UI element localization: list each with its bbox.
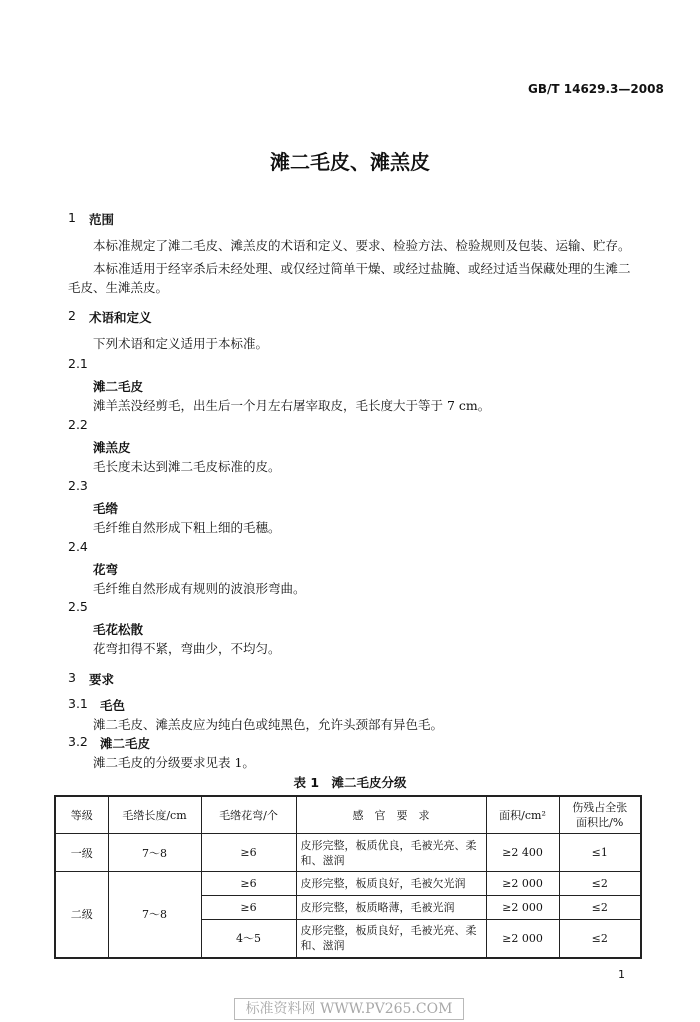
header-damage <box>559 796 641 834</box>
section-2-intro: 下列术语和定义适用于本标准。 <box>93 336 269 351</box>
section-3-1-number: 3.1 <box>68 696 88 711</box>
cell-damage: ≤2 <box>559 872 641 896</box>
cell-area: ≥2 000 <box>486 896 559 920</box>
cell-curl: ≥6 <box>201 896 296 920</box>
term-2-2-name: 滩羔皮 <box>93 440 131 455</box>
header-curl: 毛绺花弯/个 <box>201 796 296 834</box>
section-3-1-heading: 毛色 <box>100 698 126 713</box>
section-3-heading: 要求 <box>89 672 115 687</box>
cell-sense: 皮形完整，板质略薄，毛被光润 <box>296 896 486 920</box>
term-2-1-definition: 滩羊羔没经剪毛，出生后一个月左右屠宰取皮，毛长度大于等于 7 cm。 <box>93 398 491 413</box>
term-2-5-name: 毛花松散 <box>93 622 144 637</box>
cell-area: ≥2 000 <box>486 872 559 896</box>
section-3-1-text: 滩二毛皮、滩羔皮应为纯白色或纯黑色，允许头颈部有异色毛。 <box>93 717 444 732</box>
watermark: 标准资料网 WWW.PV265.COM <box>234 998 464 1020</box>
standard-number: GB/T 14629.3—2008 <box>528 82 664 96</box>
header-sense: 感 官 要 求 <box>296 796 486 834</box>
section-1-para-2-line-1: 本标准适用于经宰杀后未经处理、或仅经过简单干燥、或经过盐腌、或经过适当保藏处理的生滩二 <box>93 261 631 276</box>
term-2-3-number: 2.3 <box>68 478 88 493</box>
table-row <box>55 834 641 872</box>
section-1-para-1: 本标准规定了滩二毛皮、滩羔皮的术语和定义、要求、检验方法、检验规则及包装、运输、贮存。 <box>93 238 631 253</box>
header-area: 面积/cm² <box>486 796 559 834</box>
term-2-2-definition: 毛长度未达到滩二毛皮标准的皮。 <box>93 459 281 474</box>
cell-damage: ≤2 <box>559 920 641 958</box>
term-2-3-definition: 毛纤维自然形成下粗上细的毛穗。 <box>93 520 281 535</box>
header-grade: 等级 <box>55 796 108 834</box>
header-damage-line-2: 面积比/% <box>576 816 624 829</box>
cell-sense: 皮形完整，板质优良，毛被光亮、柔和、滋润 <box>296 834 486 872</box>
cell-area: ≥2 400 <box>486 834 559 872</box>
cell-damage: ≤2 <box>559 896 641 920</box>
section-1-heading: 范围 <box>89 212 115 227</box>
term-2-4-definition: 毛纤维自然形成有规则的波浪形弯曲。 <box>93 581 306 596</box>
table-caption: 表 1 滩二毛皮分级 <box>293 775 407 790</box>
table-header-row <box>55 796 641 834</box>
cell-curl: ≥6 <box>201 834 296 872</box>
grading-table <box>54 795 642 959</box>
term-2-5-definition: 花弯扣得不紧，弯曲少，不均匀。 <box>93 641 281 656</box>
term-2-3-name: 毛绺 <box>93 501 119 516</box>
section-3-2-number: 3.2 <box>68 734 88 749</box>
cell-sense: 皮形完整，板质良好，毛被欠光润 <box>296 872 486 896</box>
header-damage-line-1: 伤残占全张 <box>572 801 628 814</box>
term-2-1-name: 滩二毛皮 <box>93 379 144 394</box>
cell-area: ≥2 000 <box>486 920 559 958</box>
section-3-2-text: 滩二毛皮的分级要求见表 1。 <box>93 755 255 770</box>
table-row <box>55 872 641 896</box>
cell-length: 7～8 <box>108 834 201 872</box>
section-2-heading: 术语和定义 <box>89 310 152 325</box>
term-2-4-name: 花弯 <box>93 562 119 577</box>
term-2-1-number: 2.1 <box>68 356 88 371</box>
section-2-number: 2 <box>68 308 76 323</box>
cell-grade: 二级 <box>55 872 108 958</box>
section-1-number: 1 <box>68 210 76 225</box>
page-number: 1 <box>618 968 625 981</box>
term-2-5-number: 2.5 <box>68 599 88 614</box>
term-2-2-number: 2.2 <box>68 417 88 432</box>
cell-curl: 4～5 <box>201 920 296 958</box>
section-1-para-2-line-2: 毛皮、生滩羔皮。 <box>68 280 169 295</box>
cell-damage: ≤1 <box>559 834 641 872</box>
header-length: 毛绺长度/cm <box>108 796 201 834</box>
cell-curl: ≥6 <box>201 872 296 896</box>
cell-length: 7～8 <box>108 872 201 958</box>
section-3-number: 3 <box>68 670 76 685</box>
term-2-4-number: 2.4 <box>68 539 88 554</box>
document-title: 滩二毛皮、滩羔皮 <box>270 150 430 174</box>
cell-sense: 皮形完整，板质良好，毛被光亮、柔和、滋润 <box>296 920 486 958</box>
section-3-2-heading: 滩二毛皮 <box>100 736 151 751</box>
cell-grade: 一级 <box>55 834 108 872</box>
